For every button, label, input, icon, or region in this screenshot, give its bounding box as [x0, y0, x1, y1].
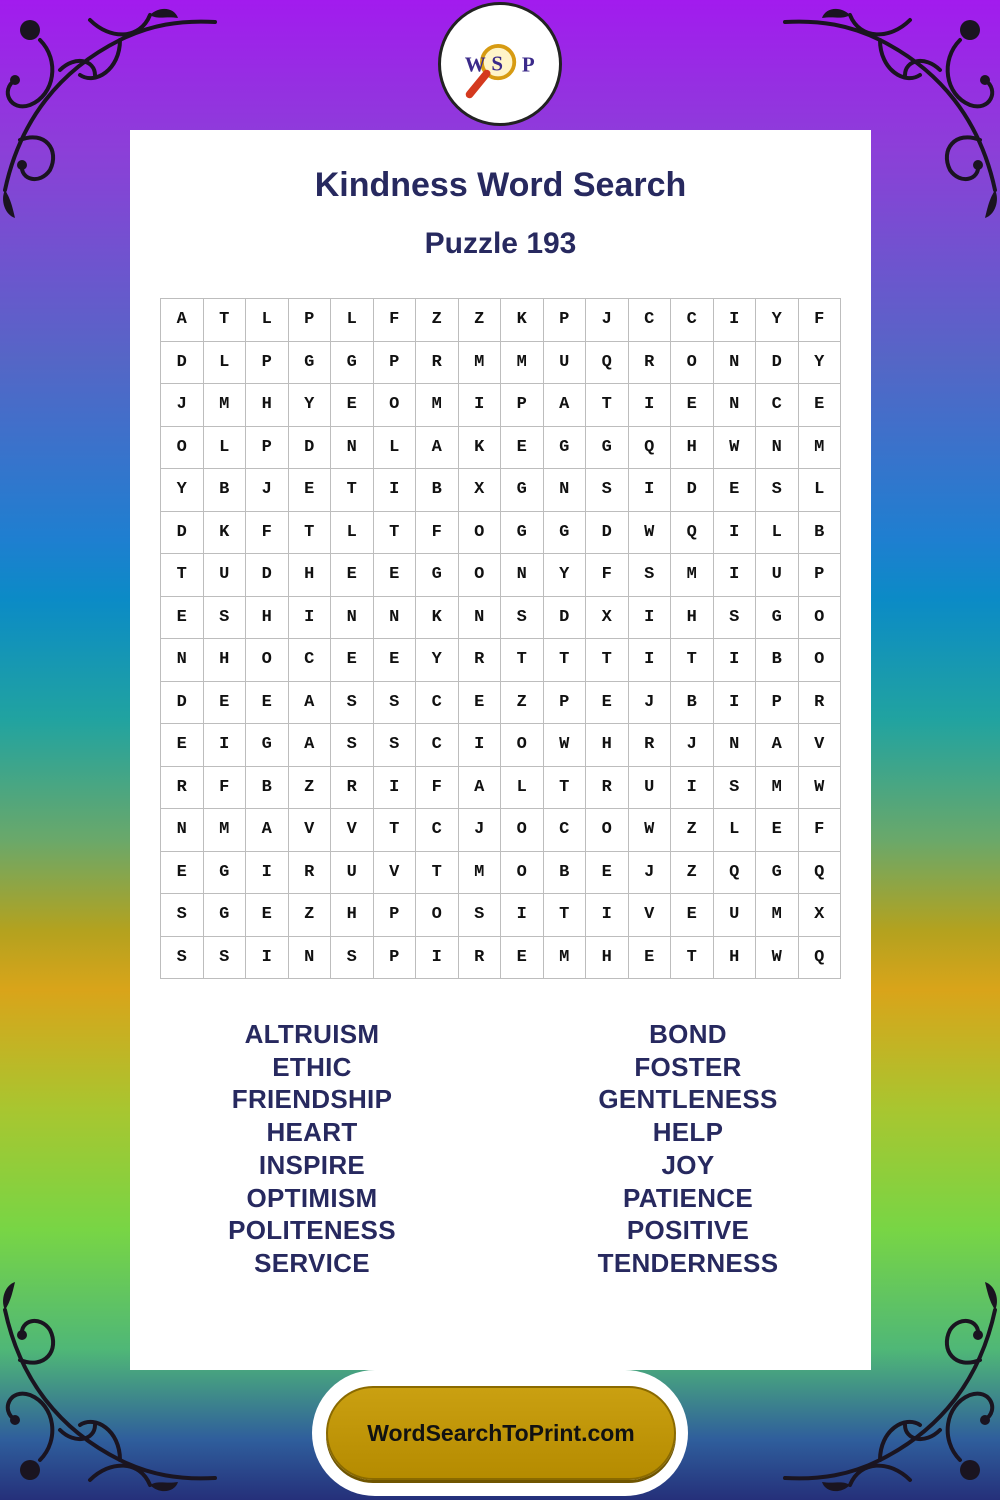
- grid-cell: S: [331, 724, 374, 767]
- grid-cell: I: [714, 512, 757, 555]
- grid-cell: L: [246, 299, 289, 342]
- grid-cell: B: [544, 852, 587, 895]
- grid-cell: L: [331, 512, 374, 555]
- grid-cell: S: [204, 937, 247, 980]
- word-list-left: [162, 1018, 462, 1280]
- grid-cell: N: [374, 597, 417, 640]
- grid-cell: E: [586, 852, 629, 895]
- grid-cell: O: [799, 639, 842, 682]
- grid-cell: Z: [501, 682, 544, 725]
- grid-cell: M: [416, 384, 459, 427]
- grid-cell: L: [714, 809, 757, 852]
- grid-cell: T: [331, 469, 374, 512]
- grid-cell: U: [714, 894, 757, 937]
- grid-cell: J: [629, 852, 672, 895]
- grid-cell: N: [756, 427, 799, 470]
- grid-cell: N: [714, 384, 757, 427]
- grid-cell: O: [501, 809, 544, 852]
- grid-cell: K: [501, 299, 544, 342]
- grid-cell: P: [501, 384, 544, 427]
- grid-cell: B: [671, 682, 714, 725]
- logo: [438, 2, 562, 126]
- grid-cell: D: [586, 512, 629, 555]
- grid-cell: X: [459, 469, 502, 512]
- word-list-item: PATIENCE: [622, 1182, 753, 1213]
- grid-cell: K: [204, 512, 247, 555]
- grid-cell: Q: [671, 512, 714, 555]
- grid-cell: Z: [416, 299, 459, 342]
- grid-cell: Q: [714, 852, 757, 895]
- grid-cell: G: [204, 894, 247, 937]
- grid-cell: H: [671, 597, 714, 640]
- grid-cell: I: [246, 937, 289, 980]
- grid-cell: L: [799, 469, 842, 512]
- grid-cell: A: [544, 384, 587, 427]
- grid-cell: H: [246, 597, 289, 640]
- grid-cell: H: [586, 937, 629, 980]
- grid-cell: G: [501, 512, 544, 555]
- grid-cell: I: [501, 894, 544, 937]
- grid-cell: T: [204, 299, 247, 342]
- grid-cell: E: [459, 682, 502, 725]
- puzzle-number: Puzzle 193: [424, 227, 577, 260]
- grid-cell: C: [544, 809, 587, 852]
- grid-cell: S: [331, 682, 374, 725]
- grid-cell: T: [501, 639, 544, 682]
- grid-cell: K: [459, 427, 502, 470]
- grid-cell: S: [714, 597, 757, 640]
- grid-cell: I: [459, 384, 502, 427]
- grid-cell: L: [204, 342, 247, 385]
- grid-cell: S: [204, 597, 247, 640]
- grid-cell: M: [459, 852, 502, 895]
- grid-cell: W: [629, 512, 672, 555]
- grid-cell: S: [586, 469, 629, 512]
- grid-cell: U: [544, 342, 587, 385]
- grid-cell: E: [501, 937, 544, 980]
- grid-cell: B: [204, 469, 247, 512]
- grid-cell: I: [714, 682, 757, 725]
- grid-cell: V: [374, 852, 417, 895]
- grid-cell: S: [756, 469, 799, 512]
- grid-cell: G: [246, 724, 289, 767]
- grid-cell: C: [416, 724, 459, 767]
- grid-cell: L: [374, 427, 417, 470]
- grid-cell: B: [416, 469, 459, 512]
- grid-cell: S: [714, 767, 757, 810]
- grid-cell: A: [289, 682, 332, 725]
- grid-cell: S: [629, 554, 672, 597]
- grid-cell: Y: [289, 384, 332, 427]
- grid-cell: M: [544, 937, 587, 980]
- grid-cell: H: [671, 427, 714, 470]
- grid-cell: S: [459, 894, 502, 937]
- grid-cell: G: [756, 852, 799, 895]
- word-list-item: TENDERNESS: [597, 1247, 779, 1278]
- grid-cell: Z: [671, 852, 714, 895]
- grid-cell: M: [671, 554, 714, 597]
- grid-cell: T: [416, 852, 459, 895]
- grid-cell: P: [374, 937, 417, 980]
- grid-cell: R: [459, 937, 502, 980]
- grid-cell: N: [714, 342, 757, 385]
- grid-cell: C: [289, 639, 332, 682]
- grid-cell: T: [374, 809, 417, 852]
- grid-cell: G: [289, 342, 332, 385]
- grid-cell: J: [459, 809, 502, 852]
- grid-cell: E: [246, 894, 289, 937]
- grid-cell: N: [331, 597, 374, 640]
- logo-letter-s: S: [491, 51, 504, 76]
- grid-cell: O: [459, 554, 502, 597]
- grid-cell: J: [246, 469, 289, 512]
- grid-cell: I: [374, 767, 417, 810]
- grid-cell: I: [714, 299, 757, 342]
- grid-cell: T: [671, 639, 714, 682]
- grid-cell: W: [544, 724, 587, 767]
- grid-cell: H: [586, 724, 629, 767]
- grid-cell: E: [331, 554, 374, 597]
- grid-cell: N: [714, 724, 757, 767]
- grid-cell: N: [544, 469, 587, 512]
- grid-cell: R: [629, 342, 672, 385]
- grid-cell: T: [544, 639, 587, 682]
- grid-cell: P: [374, 342, 417, 385]
- grid-cell: I: [204, 724, 247, 767]
- grid-cell: Q: [799, 852, 842, 895]
- grid-cell: R: [629, 724, 672, 767]
- grid-cell: H: [714, 937, 757, 980]
- grid-cell: G: [544, 427, 587, 470]
- grid-cell: G: [331, 342, 374, 385]
- grid-cell: J: [671, 724, 714, 767]
- grid-cell: T: [671, 937, 714, 980]
- grid-cell: E: [331, 384, 374, 427]
- grid-cell: T: [544, 767, 587, 810]
- grid-cell: D: [289, 427, 332, 470]
- word-list-item: POSITIVE: [626, 1215, 750, 1246]
- grid-cell: N: [331, 427, 374, 470]
- grid-cell: O: [799, 597, 842, 640]
- grid-cell: F: [799, 299, 842, 342]
- grid-cell: G: [586, 427, 629, 470]
- grid-cell: C: [416, 809, 459, 852]
- grid-cell: M: [501, 342, 544, 385]
- grid-cell: E: [799, 384, 842, 427]
- grid-cell: Q: [629, 427, 672, 470]
- grid-cell: N: [501, 554, 544, 597]
- grid-cell: B: [799, 512, 842, 555]
- grid-cell: U: [756, 554, 799, 597]
- grid-cell: P: [374, 894, 417, 937]
- word-list-item: HEART: [266, 1117, 358, 1148]
- grid-cell: C: [756, 384, 799, 427]
- grid-cell: C: [671, 299, 714, 342]
- grid-cell: M: [204, 384, 247, 427]
- grid-cell: F: [374, 299, 417, 342]
- grid-cell: I: [629, 639, 672, 682]
- grid-cell: E: [374, 639, 417, 682]
- grid-cell: E: [586, 682, 629, 725]
- grid-cell: W: [714, 427, 757, 470]
- grid-cell: S: [501, 597, 544, 640]
- grid-cell: Q: [586, 342, 629, 385]
- grid-cell: Z: [289, 767, 332, 810]
- grid-cell: I: [629, 384, 672, 427]
- grid-cell: Q: [799, 937, 842, 980]
- grid-cell: L: [204, 427, 247, 470]
- grid-cell: I: [459, 724, 502, 767]
- grid-cell: Y: [416, 639, 459, 682]
- grid-cell: M: [756, 894, 799, 937]
- grid-cell: Y: [161, 469, 204, 512]
- grid-cell: X: [586, 597, 629, 640]
- grid-cell: E: [289, 469, 332, 512]
- grid-cell: A: [289, 724, 332, 767]
- grid-cell: W: [629, 809, 672, 852]
- grid-cell: F: [799, 809, 842, 852]
- grid-cell: T: [586, 384, 629, 427]
- grid-cell: S: [331, 937, 374, 980]
- grid-cell: O: [671, 342, 714, 385]
- grid-cell: O: [501, 724, 544, 767]
- grid-cell: J: [586, 299, 629, 342]
- grid-cell: D: [246, 554, 289, 597]
- grid-cell: Y: [756, 299, 799, 342]
- grid-cell: A: [246, 809, 289, 852]
- grid-cell: M: [204, 809, 247, 852]
- grid-cell: I: [671, 767, 714, 810]
- grid-cell: F: [416, 767, 459, 810]
- grid-cell: G: [756, 597, 799, 640]
- grid-cell: G: [204, 852, 247, 895]
- grid-cell: O: [416, 894, 459, 937]
- grid-cell: I: [714, 554, 757, 597]
- word-list-item: FOSTER: [634, 1051, 742, 1082]
- grid-cell: F: [586, 554, 629, 597]
- grid-cell: B: [756, 639, 799, 682]
- word-list-item: JOY: [661, 1149, 715, 1180]
- grid-cell: S: [161, 894, 204, 937]
- grid-cell: M: [459, 342, 502, 385]
- grid-cell: E: [161, 852, 204, 895]
- grid-cell: A: [756, 724, 799, 767]
- grid-cell: I: [586, 894, 629, 937]
- grid-cell: C: [629, 299, 672, 342]
- grid-cell: M: [756, 767, 799, 810]
- grid-cell: R: [331, 767, 374, 810]
- grid-cell: G: [416, 554, 459, 597]
- grid-cell: M: [799, 427, 842, 470]
- grid-cell: U: [204, 554, 247, 597]
- grid-cell: U: [331, 852, 374, 895]
- grid-cell: N: [459, 597, 502, 640]
- grid-cell: T: [586, 639, 629, 682]
- grid-cell: W: [756, 937, 799, 980]
- grid-cell: R: [459, 639, 502, 682]
- grid-cell: W: [799, 767, 842, 810]
- grid-cell: J: [629, 682, 672, 725]
- grid-cell: R: [161, 767, 204, 810]
- grid-cell: E: [671, 894, 714, 937]
- grid-cell: P: [246, 427, 289, 470]
- magnifier-logo-icon: [441, 5, 559, 123]
- grid-cell: V: [289, 809, 332, 852]
- grid-cell: D: [161, 342, 204, 385]
- grid-cell: L: [756, 512, 799, 555]
- grid-cell: Z: [671, 809, 714, 852]
- grid-cell: D: [671, 469, 714, 512]
- grid-cell: E: [204, 682, 247, 725]
- grid-cell: E: [501, 427, 544, 470]
- word-list-item: BOND: [649, 1019, 727, 1049]
- grid-cell: V: [799, 724, 842, 767]
- word-list-item: ALTRUISM: [244, 1019, 380, 1049]
- grid-cell: O: [459, 512, 502, 555]
- grid-cell: E: [161, 597, 204, 640]
- grid-cell: X: [799, 894, 842, 937]
- word-list-item: GENTLENESS: [598, 1084, 778, 1115]
- grid-cell: D: [161, 682, 204, 725]
- grid-cell: P: [246, 342, 289, 385]
- grid-cell: G: [544, 512, 587, 555]
- grid-cell: N: [161, 639, 204, 682]
- grid-cell: N: [161, 809, 204, 852]
- grid-cell: P: [544, 682, 587, 725]
- word-list-item: ETHIC: [272, 1051, 352, 1082]
- grid-cell: T: [374, 512, 417, 555]
- grid-cell: P: [544, 299, 587, 342]
- grid-cell: T: [544, 894, 587, 937]
- grid-cell: R: [289, 852, 332, 895]
- grid-cell: H: [246, 384, 289, 427]
- grid-cell: T: [289, 512, 332, 555]
- grid-cell: O: [374, 384, 417, 427]
- word-list-item: OPTIMISM: [246, 1182, 378, 1213]
- grid-cell: E: [629, 937, 672, 980]
- word-list-item: POLITENESS: [228, 1215, 396, 1246]
- page-title: Kindness Word Search: [314, 166, 687, 204]
- grid-cell: D: [756, 342, 799, 385]
- grid-cell: D: [544, 597, 587, 640]
- grid-cell: E: [756, 809, 799, 852]
- word-list-item: SERVICE: [254, 1247, 370, 1278]
- grid-cell: I: [246, 852, 289, 895]
- logo-letter-w: W: [464, 52, 486, 77]
- grid-cell: C: [416, 682, 459, 725]
- grid-cell: E: [374, 554, 417, 597]
- grid-cell: A: [416, 427, 459, 470]
- grid-cell: S: [374, 724, 417, 767]
- grid-cell: F: [204, 767, 247, 810]
- grid-cell: L: [501, 767, 544, 810]
- grid-cell: I: [629, 597, 672, 640]
- grid-cell: P: [289, 299, 332, 342]
- grid-cell: E: [331, 639, 374, 682]
- grid-cell: V: [629, 894, 672, 937]
- word-list-item: HELP: [652, 1117, 724, 1148]
- grid-cell: T: [161, 554, 204, 597]
- grid-cell: R: [799, 682, 842, 725]
- grid-cell: I: [629, 469, 672, 512]
- grid-cell: D: [161, 512, 204, 555]
- grid-cell: F: [246, 512, 289, 555]
- word-list-item: FRIENDSHIP: [231, 1084, 393, 1115]
- logo-letter-p: P: [521, 52, 535, 77]
- grid-cell: H: [331, 894, 374, 937]
- grid-cell: F: [416, 512, 459, 555]
- grid-cell: Y: [544, 554, 587, 597]
- grid-cell: I: [714, 639, 757, 682]
- word-list-right: [538, 1018, 838, 1280]
- grid-cell: N: [289, 937, 332, 980]
- grid-cell: K: [416, 597, 459, 640]
- grid-cell: H: [204, 639, 247, 682]
- grid-cell: I: [289, 597, 332, 640]
- grid-cell: I: [374, 469, 417, 512]
- grid-cell: P: [756, 682, 799, 725]
- grid-cell: U: [629, 767, 672, 810]
- grid-cell: O: [161, 427, 204, 470]
- grid-cell: Y: [799, 342, 842, 385]
- grid-cell: E: [671, 384, 714, 427]
- grid-cell: O: [246, 639, 289, 682]
- puzzle-card: [130, 130, 871, 1370]
- grid-cell: A: [161, 299, 204, 342]
- grid-cell: O: [501, 852, 544, 895]
- grid-cell: E: [246, 682, 289, 725]
- grid-cell: A: [459, 767, 502, 810]
- grid-cell: S: [374, 682, 417, 725]
- letter-grid: [160, 298, 841, 979]
- grid-cell: E: [714, 469, 757, 512]
- grid-cell: O: [586, 809, 629, 852]
- grid-cell: I: [416, 937, 459, 980]
- grid-cell: V: [331, 809, 374, 852]
- grid-cell: R: [416, 342, 459, 385]
- grid-cell: G: [501, 469, 544, 512]
- grid-cell: B: [246, 767, 289, 810]
- grid-cell: J: [161, 384, 204, 427]
- word-list-item: INSPIRE: [258, 1149, 366, 1180]
- grid-cell: Z: [289, 894, 332, 937]
- grid-cell: P: [799, 554, 842, 597]
- grid-cell: E: [161, 724, 204, 767]
- grid-cell: Z: [459, 299, 502, 342]
- website-link-button[interactable]: WordSearchToPrint.com: [326, 1386, 676, 1480]
- grid-cell: R: [586, 767, 629, 810]
- grid-cell: L: [331, 299, 374, 342]
- grid-cell: S: [161, 937, 204, 980]
- grid-cell: H: [289, 554, 332, 597]
